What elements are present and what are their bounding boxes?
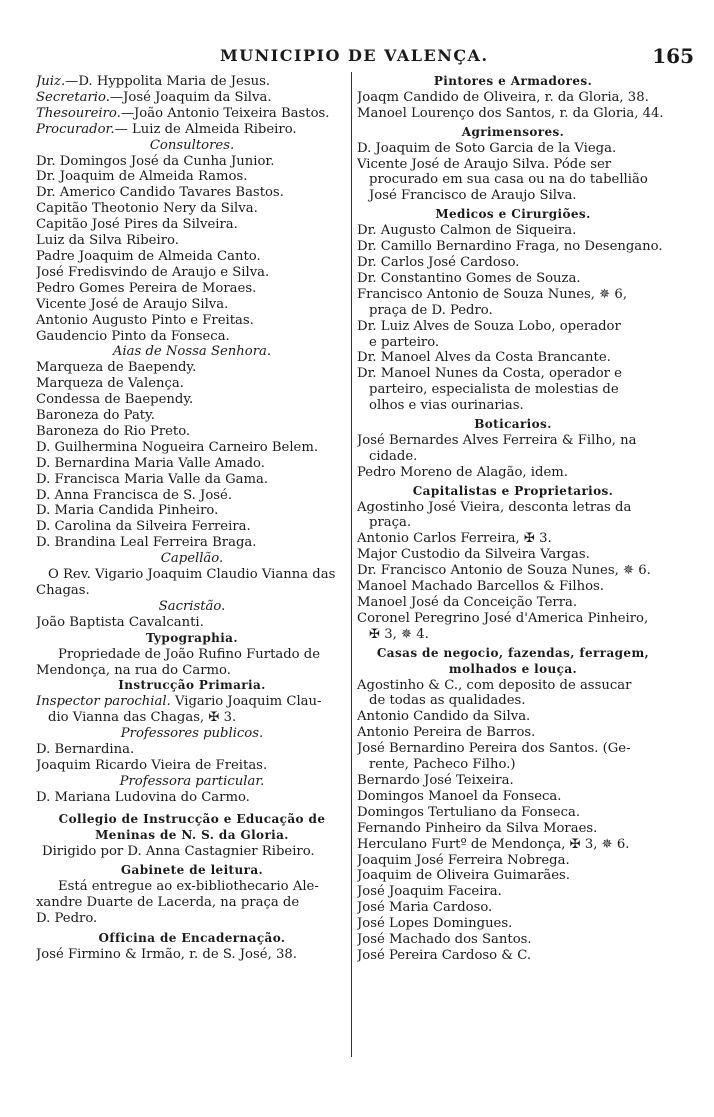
agrimensores-line: D. Joaquim de Soto Garcia de la Viega. [357, 140, 617, 156]
casas-line: José Bernardino Pereira dos Santos. (Ge- [357, 741, 631, 757]
capitalistas-line: Manoel José da Conceição Terra. [357, 595, 578, 610]
capitalistas-line: Agostinho José Vieira, desconta letras da [357, 499, 632, 515]
consultores-heading: Consultores. [149, 137, 235, 153]
instrucao-heading: Instrucção Primaria. [118, 678, 266, 693]
aia-line: D. Guilhermina Nogueira Carneiro Belem. [36, 439, 319, 455]
casas-line: Herculano Furtº de Mendonça, ✠ 3, ✵ 6. [357, 836, 630, 852]
pintores-line: Manoel Lourenço dos Santos, r. da Gloria, 44. [357, 105, 664, 121]
aia-line: D. Anna Francisca de S. José. [36, 487, 233, 503]
consultor-line: Dr. Americo Candido Tavares Bastos. [36, 185, 284, 201]
gabinete-line: D. Pedro. [36, 911, 98, 927]
aia-line: D. Brandina Leal Ferreira Braga. [36, 535, 257, 551]
medicos-line: Dr. Manoel Alves da Costa Brancante. [357, 350, 611, 366]
medicos-line: praça de D. Pedro. [369, 302, 493, 318]
casas-line: Domingos Tertuliano da Fonseca. [357, 804, 581, 820]
capellao-heading: Capellão. [160, 551, 224, 567]
boticarios-heading: Boticarios. [474, 417, 552, 432]
professor-line: Joaquim Ricardo Vieira de Freitas. [36, 757, 268, 773]
consultor-line: Luiz da Silva Ribeiro. [36, 233, 179, 249]
casas-line: José Pereira Cardoso & C. [357, 947, 532, 963]
gabinete-line: Está entregue ao ex-bibliothecario Ale- [58, 879, 319, 895]
agrimensores-heading: Agrimensores. [461, 124, 565, 139]
medicos-line: Dr. Augusto Calmon de Siqueira. [357, 223, 577, 239]
capitalistas-line: Manoel Machado Barcellos & Filhos. [357, 579, 604, 595]
consultor-line: Gaudencio Pinto da Fonseca. [36, 328, 230, 344]
medicos-line: Francisco Antonio de Souza Nunes, ✵ 6, [357, 286, 628, 302]
collegio-heading: Meninas de N. S. da Gloria. [95, 827, 289, 842]
medicos-line: Dr. Manoel Nunes da Costa, operador e [357, 366, 622, 382]
capitalistas-line: Dr. Francisco Antonio de Souza Nunes, ✵ 6. [357, 563, 651, 579]
casas-line: Bernardo José Teixeira. [357, 772, 514, 788]
aias-heading: Aias de Nossa Senhora. [112, 344, 272, 360]
capitalistas-line: Major Custodio da Silveira Vargas. [357, 547, 590, 563]
sacristao-line: João Baptista Cavalcanti. [36, 614, 204, 630]
casas-heading: Casas de negocio, fazendas, ferragem, [376, 645, 650, 660]
aia-line: Baroneza do Rio Preto. [36, 423, 191, 439]
typographia-heading: Typographia. [146, 630, 238, 645]
aia-line: D. Bernardina Maria Valle Amado. [36, 455, 265, 471]
agrimensores-line: José Francisco de Araujo Silva. [369, 188, 577, 204]
consultor-line: Pedro Gomes Pereira de Moraes. [36, 280, 257, 296]
right-column [357, 74, 669, 964]
professores-heading: Professores publicos. [120, 726, 264, 742]
casas-line: José Lopes Domingues. [357, 916, 513, 932]
left-column [36, 74, 348, 963]
officina-line: José Firmino & Irmão, r. de S. José, 38. [36, 946, 297, 962]
collegio-line: Dirigido por D. Anna Castagnier Ribeiro. [42, 843, 315, 859]
column-divider [351, 72, 352, 1057]
medicos-line: parteiro, especialista de molestias de [369, 382, 619, 398]
capellao-line: O Rev. Vigario Joaquim Claudio Vianna das [48, 567, 336, 583]
consultor-line: Capitão José Pires da Silveira. [36, 217, 238, 233]
capitalistas-line: Coronel Peregrino José d'America Pinheiro, [357, 610, 649, 626]
medicos-heading: Medicos e Cirurgiões. [435, 207, 591, 222]
consultor-line: Vicente José de Araujo Silva. [36, 296, 229, 312]
aia-line: Marqueza de Baependy. [36, 360, 197, 376]
sacristao-heading: Sacristão. [158, 598, 226, 614]
agrimensores-line: procurado em sua casa ou na do tabellião [369, 172, 648, 188]
medicos-line: Dr. Carlos José Cardoso. [357, 254, 520, 270]
aia-line: D. Maria Candida Pinheiro. [36, 503, 219, 519]
boticarios-line: cidade. [369, 448, 418, 464]
casas-line: Fernando Pinheiro da Silva Moraes. [357, 820, 598, 836]
medicos-line: olhos e vias ourinarias. [369, 398, 524, 414]
capitalistas-line: praça. [369, 515, 412, 531]
agrimensores-line: Vicente José de Araujo Silva. Póde ser [357, 156, 612, 172]
professora-line: D. Mariana Ludovina do Carmo. [36, 789, 250, 805]
professora-heading: Professora particular. [119, 773, 265, 789]
boticarios-line: Pedro Moreno de Alagão, idem. [357, 464, 568, 480]
pintores-heading: Pintores e Armadores. [433, 74, 593, 88]
consultor-line: Dr. Joaquim de Almeida Ramos. [36, 169, 248, 185]
medicos-line: Dr. Camillo Bernardino Fraga, no Desengano. [357, 239, 663, 255]
boticarios-line: José Bernardes Alves Ferreira & Filho, na [357, 432, 637, 448]
gabinete-heading: Gabinete de leitura. [120, 863, 264, 878]
casas-heading: molhados e louça. [448, 661, 578, 676]
casas-line: Joaquim de Oliveira Guimarães. [357, 868, 570, 884]
aia-line: Marqueza de Valença. [36, 376, 184, 392]
capitalistas-line: Antonio Carlos Ferreira, ✠ 3. [357, 531, 552, 547]
casas-line: José Maria Cardoso. [357, 900, 493, 916]
casas-line: José Joaquim Faceira. [357, 884, 502, 900]
capitalistas-line: ✠ 3, ✵ 4. [369, 626, 429, 642]
casas-line: José Machado dos Santos. [357, 932, 532, 948]
professor-line: D. Bernardina. [36, 742, 135, 758]
inspector-line: Inspector parochial. Vigario Joaquim Clau- [36, 694, 322, 710]
consultor-line: Dr. Domingos José da Cunha Junior. [36, 153, 275, 169]
casas-line: Domingos Manoel da Fonseca. [357, 788, 562, 804]
official-line: Juiz.—D. Hyppolita Maria de Jesus. [36, 74, 271, 89]
aias-list [36, 360, 348, 551]
capellao-line: Chagas. [36, 583, 90, 598]
pintores-line: Joaqm Candido de Oliveira, r. da Gloria, 38. [357, 89, 649, 105]
aia-line: D. Francisca Maria Valle da Gama. [36, 471, 269, 487]
aia-line: Baroneza do Paty. [36, 408, 156, 424]
medicos-line: Dr. Luiz Alves de Souza Lobo, operador [357, 318, 621, 334]
consultor-line: Antonio Augusto Pinto e Freitas. [36, 312, 254, 328]
officina-heading: Officina de Encadernação. [98, 931, 286, 946]
inspector-line: dio Vianna das Chagas, ✠ 3. [48, 710, 237, 726]
typographia-line: Mendonça, na rua do Carmo. [36, 662, 231, 678]
casas-line: Antonio Pereira de Barros. [357, 725, 536, 741]
official-line: Secretario.—José Joaquim da Silva. [36, 89, 272, 105]
casas-line: Agostinho & C., com deposito de assucar [357, 677, 632, 693]
aia-line: D. Carolina da Silveira Ferreira. [36, 519, 251, 535]
casas-line: Antonio Candido da Silva. [357, 709, 531, 725]
casas-line: rente, Pacheco Filho.) [369, 757, 516, 773]
medicos-line: Dr. Constantino Gomes de Souza. [357, 270, 581, 286]
official-line: Thesoureiro.—João Antonio Teixeira Bastos. [36, 105, 330, 121]
casas-line: Joaquim José Ferreira Nobrega. [357, 852, 570, 868]
typographia-line: Propriedade de João Rufino Furtado de [58, 646, 321, 662]
page-title: MUNICIPIO DE VALENÇA. [220, 46, 489, 65]
aia-line: Condessa de Baependy. [36, 392, 194, 408]
official-line: Procurador.— Luiz de Almeida Ribeiro. [36, 121, 297, 137]
casas-line: de todas as qualidades. [369, 693, 526, 709]
consultor-line: Padre Joaquim de Almeida Canto. [36, 248, 261, 264]
consultor-line: José Fredisvindo de Araujo e Silva. [36, 264, 270, 280]
page-number: 165 [652, 44, 694, 68]
consultor-line: Capitão Theotonio Nery da Silva. [36, 201, 258, 217]
page-header [0, 46, 714, 70]
collegio-heading: Collegio de Instrucção e Educação de [58, 811, 326, 826]
gabinete-line: xandre Duarte de Lacerda, na praça de [36, 895, 300, 911]
consultores-list [36, 154, 348, 345]
medicos-line: e parteiro. [369, 334, 440, 350]
capitalistas-heading: Capitalistas e Proprietarios. [412, 483, 614, 498]
